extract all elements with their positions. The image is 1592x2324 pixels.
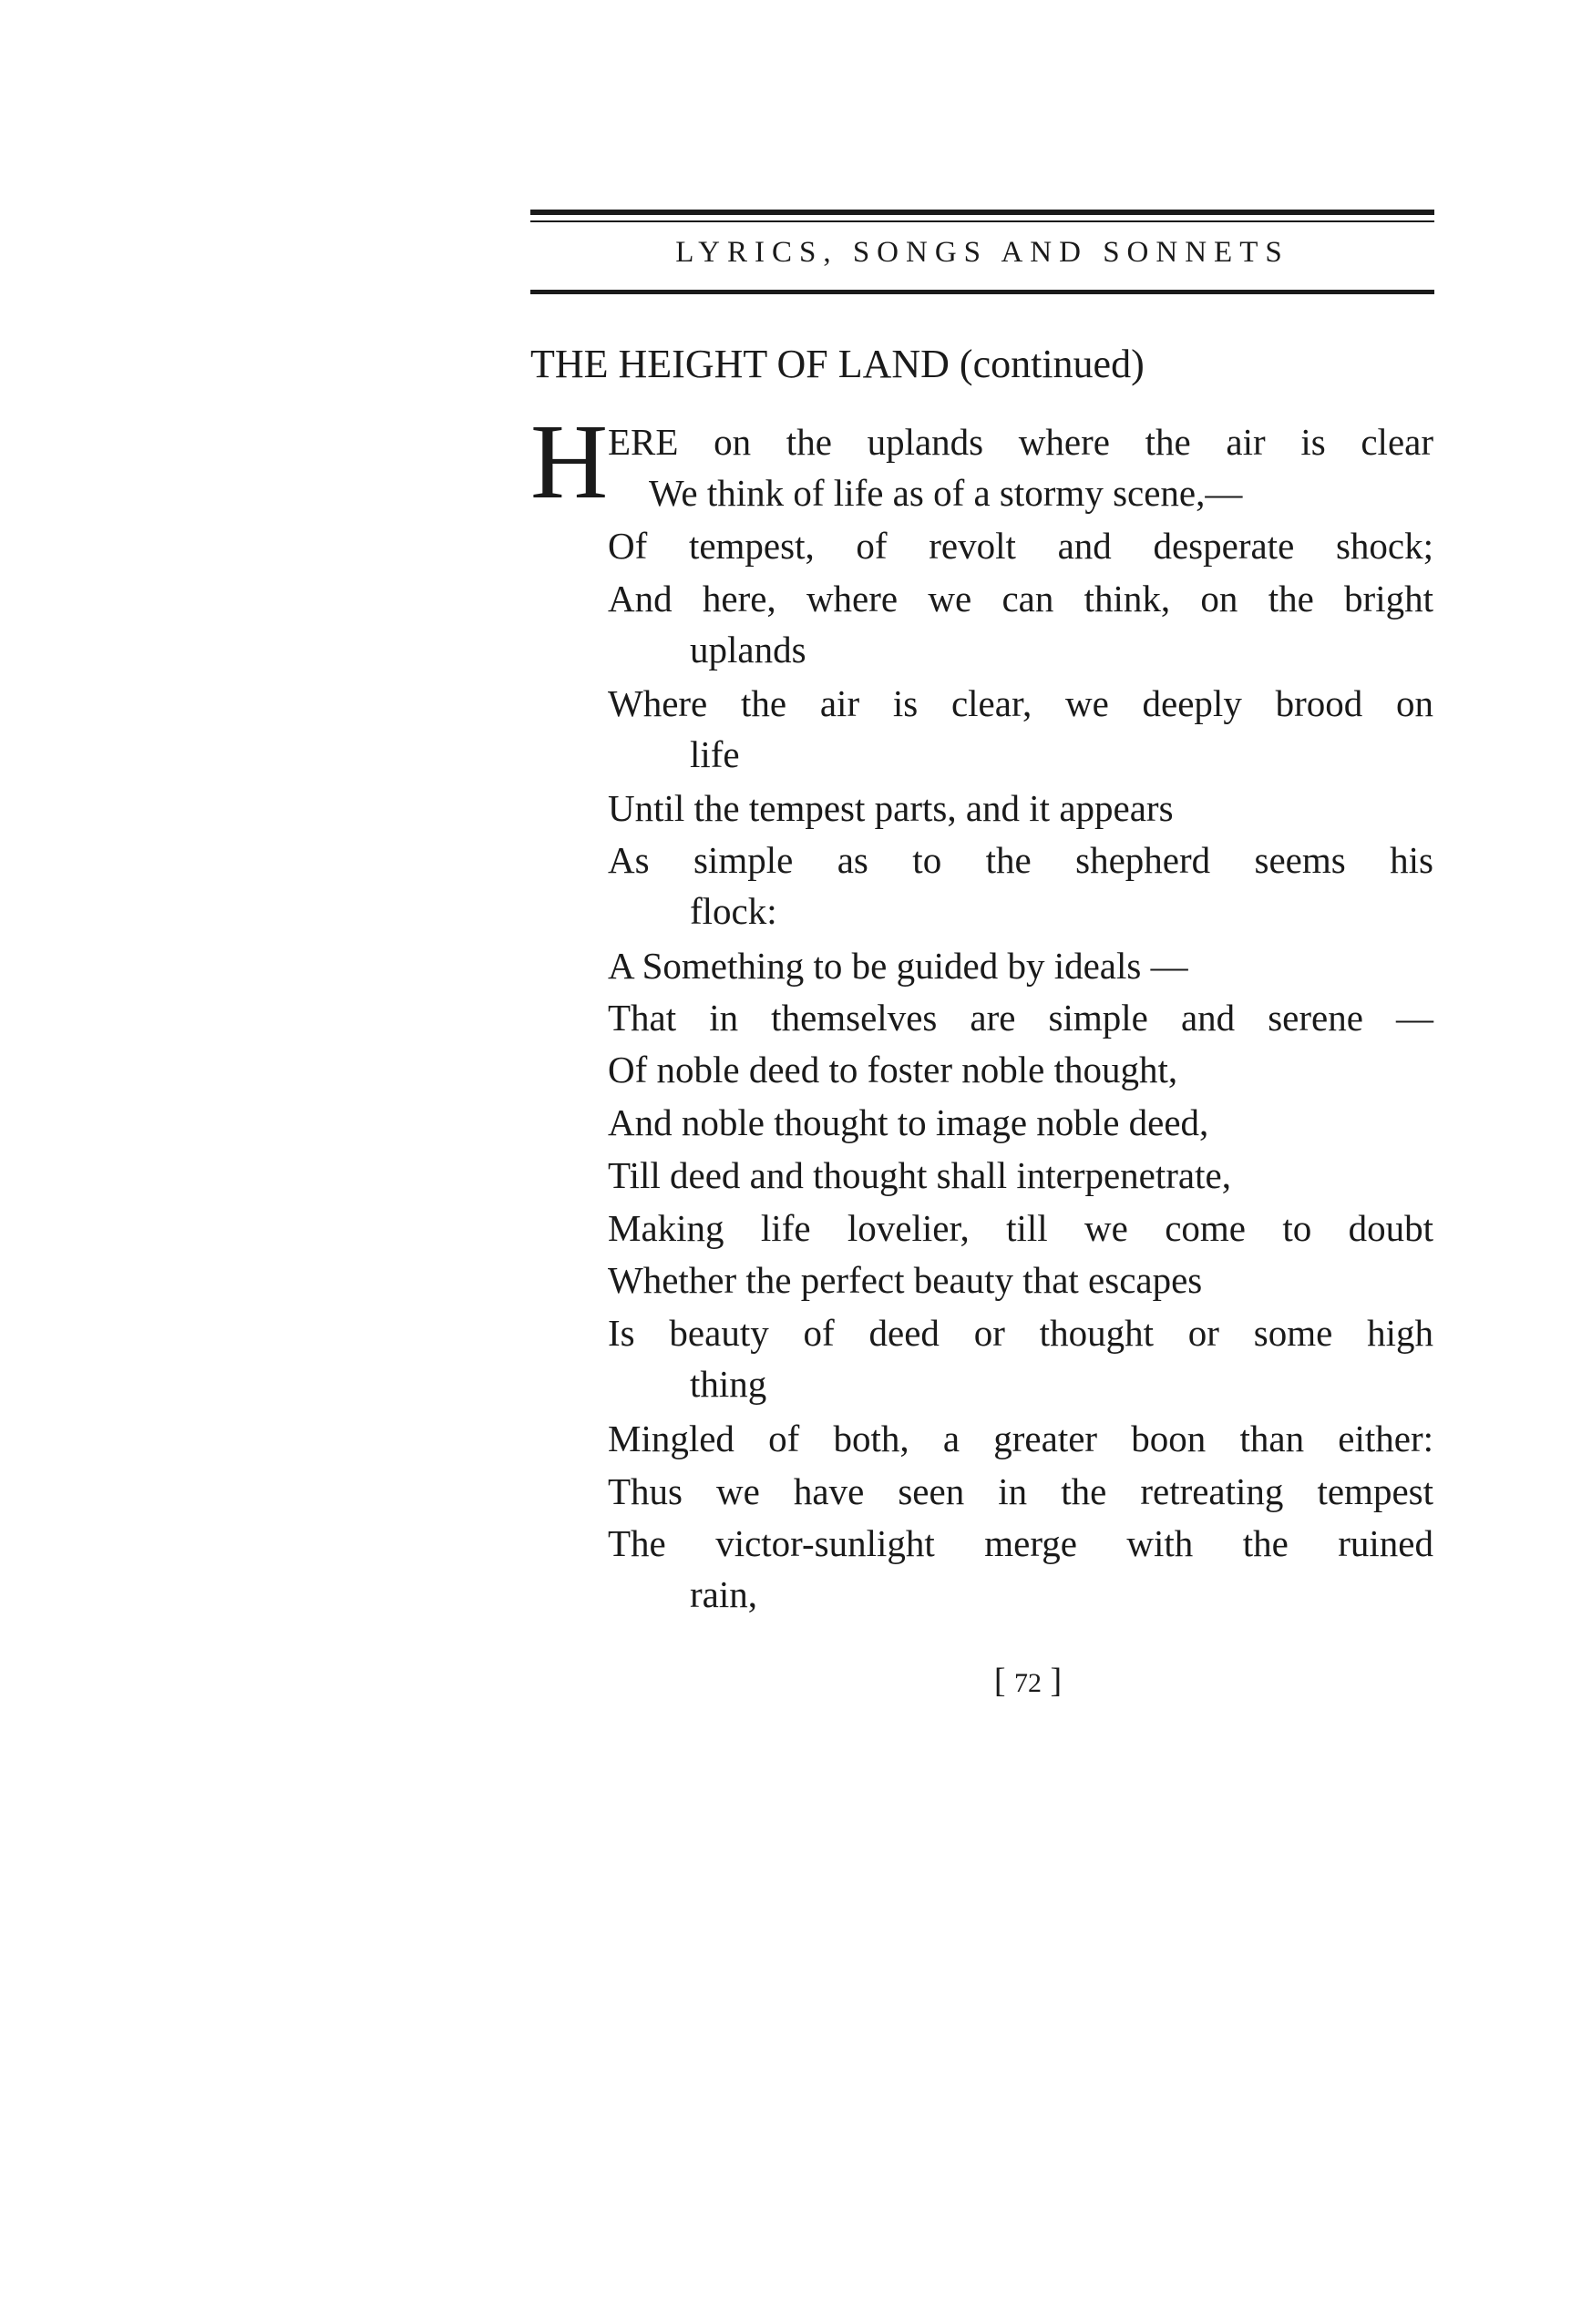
poem-line-4: And here, where we can think, on the bright [608,578,1433,619]
poem-line-7: As simple as to the shepherd seems his [608,839,1433,881]
poem-line-15-cont: thing [690,1363,767,1405]
poem-line-16: Mingled of both, a greater boon than either: [608,1418,1433,1459]
poem-line-8: A Something to be guided by ideals — [608,945,1188,987]
poem-line-12: Till deed and thought shall interpenetrate, [608,1154,1231,1196]
header-rule-thick [530,210,1434,215]
poem-title: THE HEIGHT OF LAND (continued) [530,342,1145,386]
poem-line-2: We think of life as of a stormy scene,— [649,472,1243,514]
page-number [0,1656,1592,1708]
poem-line-5-cont: life [690,733,740,775]
poem-line-13: Making life lovelier, till we come to doubt [608,1207,1433,1249]
poem-line-18-cont: rain, [690,1573,757,1615]
folio-close-bracket: ] [1050,1662,1063,1700]
poem-line-9: That in themselves are simple and serene — [608,997,1433,1039]
poem-line-17: Thus we have seen in the retreating tempest [608,1470,1433,1512]
poem-line-18: The victor-sunlight merge with the ruined [608,1522,1433,1564]
poem-line-1: ERE on the uplands where the air is clear [608,421,1433,463]
poem-line-5: Where the air is clear, we deeply brood on [608,682,1433,724]
drop-cap: H [530,402,609,521]
running-head: LYRICS, SONGS AND SONNETS [675,236,1289,269]
folio-number: 72 [1014,1668,1042,1698]
poem-line-11: And noble thought to image noble deed, [608,1101,1209,1143]
poem-line-14: Whether the perfect beauty that escapes [608,1259,1203,1301]
poem-line-7-cont: flock: [690,890,777,932]
poem-line-4-cont: uplands [690,629,806,671]
poem-line-3: Of tempest, of revolt and desperate shock; [608,525,1433,567]
header-rule-bottom [530,290,1434,294]
header-rule-thin [530,220,1434,222]
poem-line-10: Of noble deed to foster noble thought, [608,1049,1178,1090]
poem-line-15: Is beauty of deed or thought or some high [608,1312,1433,1354]
poem-line-6: Until the tempest parts, and it appears [608,787,1174,829]
folio-open-bracket: [ [993,1662,1006,1700]
